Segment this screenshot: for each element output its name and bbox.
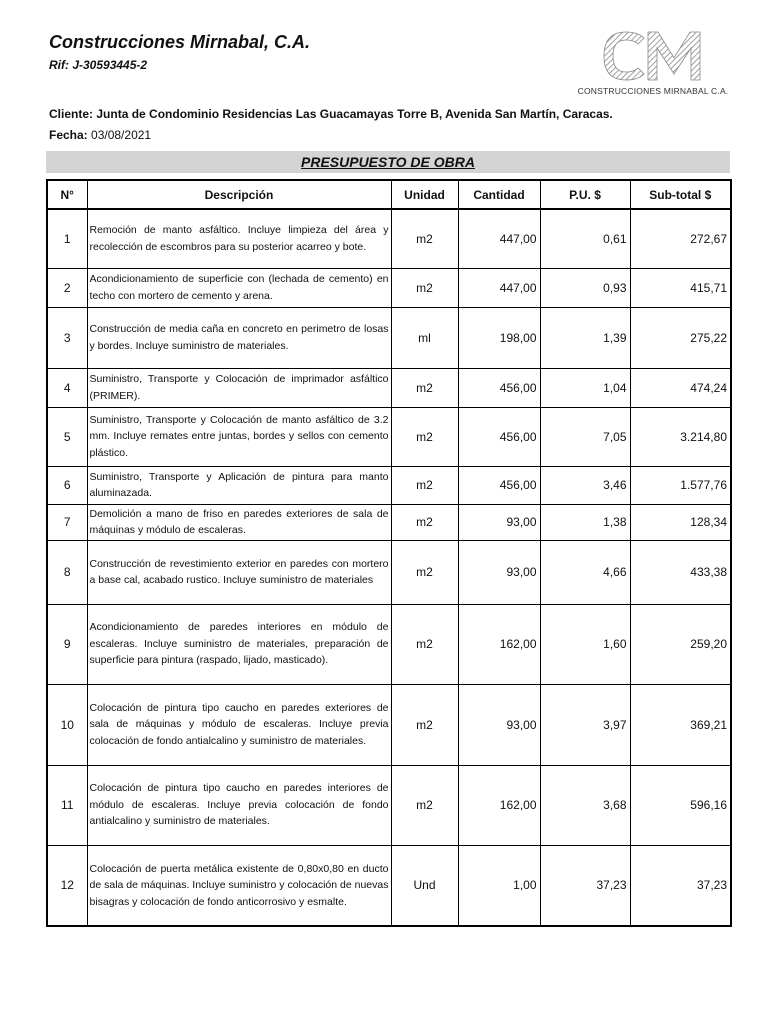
row-unit: m2 — [391, 504, 458, 540]
table-row — [47, 765, 731, 845]
row-unit-price: 3,46 — [540, 466, 630, 504]
table-row — [47, 209, 731, 268]
row-unit-price: 1,04 — [540, 368, 630, 407]
row-subtotal: 369,21 — [630, 684, 731, 765]
row-description: Remoción de manto asfáltico. Incluye limpieza del área y recolección de escombros para su posterior acarreo y bote. — [87, 209, 391, 268]
row-description: Construcción de media caña en concreto en perimetro de losas y bordes. Incluye suministro de materiales. — [87, 307, 391, 368]
row-description: Demolición a mano de friso en paredes exteriores de sala de máquinas y módulo de escaleras. — [87, 504, 391, 540]
row-unit-price: 7,05 — [540, 407, 630, 466]
row-quantity: 456,00 — [458, 466, 540, 504]
row-subtotal: 275,22 — [630, 307, 731, 368]
row-number: 11 — [47, 765, 87, 845]
row-description: Colocación de pintura tipo caucho en paredes interiores de módulo de escaleras. Incluye previa colocación de fondo antialcalino y suministro de materiales. — [87, 765, 391, 845]
row-subtotal: 3.214,80 — [630, 407, 731, 466]
row-quantity: 456,00 — [458, 368, 540, 407]
row-unit: m2 — [391, 407, 458, 466]
logo-company-text: CONSTRUCCIONES MIRNABAL C.A. — [577, 86, 729, 96]
row-description: Suministro, Transporte y Colocación de imprimador asfáltico (PRIMER). — [87, 368, 391, 407]
col-header-unit-price: P.U. $ — [540, 180, 630, 209]
col-header-description: Descripción — [87, 180, 391, 209]
row-number: 4 — [47, 368, 87, 407]
row-unit: m2 — [391, 540, 458, 604]
row-quantity: 447,00 — [458, 268, 540, 307]
row-number: 8 — [47, 540, 87, 604]
row-number: 5 — [47, 407, 87, 466]
row-number: 7 — [47, 504, 87, 540]
row-subtotal: 128,34 — [630, 504, 731, 540]
row-description: Acondicionamiento de superficie con (lechada de cemento) en techo con mortero de cemento y arena. — [87, 268, 391, 307]
date-line — [49, 128, 151, 142]
date-label: Fecha: — [49, 128, 88, 142]
row-number: 9 — [47, 604, 87, 684]
row-unit-price: 3,68 — [540, 765, 630, 845]
row-number: 2 — [47, 268, 87, 307]
row-quantity: 93,00 — [458, 684, 540, 765]
row-number: 6 — [47, 466, 87, 504]
row-unit: m2 — [391, 466, 458, 504]
table-row — [47, 368, 731, 407]
row-unit-price: 1,38 — [540, 504, 630, 540]
table-row — [47, 307, 731, 368]
row-unit: Und — [391, 845, 458, 926]
row-unit-price: 0,93 — [540, 268, 630, 307]
row-subtotal: 433,38 — [630, 540, 731, 604]
table-row — [47, 604, 731, 684]
table-row — [47, 845, 731, 926]
row-quantity: 93,00 — [458, 504, 540, 540]
row-number: 1 — [47, 209, 87, 268]
company-logo — [572, 28, 734, 108]
row-quantity: 162,00 — [458, 604, 540, 684]
client-label: Cliente: — [49, 107, 94, 121]
row-quantity: 456,00 — [458, 407, 540, 466]
row-subtotal: 37,23 — [630, 845, 731, 926]
row-description: Colocación de puerta metálica existente de 0,80x0,80 en ducto de sala de máquinas. Incluye suministro y colocación de nuevas bisagras y colocación de fondo anticorrosivo y esmalte. — [87, 845, 391, 926]
client-value: Junta de Condominio Residencias Las Guacamayas Torre B, Avenida San Martín, Caracas. — [96, 107, 613, 121]
row-unit: m2 — [391, 209, 458, 268]
row-description: Suministro, Transporte y Aplicación de pintura para manto aluminazada. — [87, 466, 391, 504]
row-quantity: 93,00 — [458, 540, 540, 604]
table-row — [47, 504, 731, 540]
row-unit: m2 — [391, 604, 458, 684]
row-subtotal: 272,67 — [630, 209, 731, 268]
row-unit: m2 — [391, 765, 458, 845]
row-unit: m2 — [391, 684, 458, 765]
row-description: Suministro, Transporte y Colocación de manto asfáltico de 3.2 mm. Incluye remates entre juntas, bordes y sellos con cemento plástico. — [87, 407, 391, 466]
company-rif: Rif: J-30593445-2 — [49, 58, 148, 72]
row-unit-price: 4,66 — [540, 540, 630, 604]
client-line — [49, 107, 613, 121]
row-quantity: 162,00 — [458, 765, 540, 845]
col-header-number: N° — [47, 180, 87, 209]
row-unit-price: 0,61 — [540, 209, 630, 268]
row-description: Colocación de pintura tipo caucho en paredes exteriores de sala de máquinas y módulo de escaleras. Incluye previa colocación de fondo antialcalino y suministro de materiales. — [87, 684, 391, 765]
cm-logo-icon — [598, 28, 708, 84]
row-subtotal: 596,16 — [630, 765, 731, 845]
row-unit: m2 — [391, 368, 458, 407]
row-number: 10 — [47, 684, 87, 765]
col-header-quantity: Cantidad — [458, 180, 540, 209]
row-description: Construcción de revestimiento exterior en paredes con mortero a base cal, acabado rustico. Incluye suministro de materiales — [87, 540, 391, 604]
col-header-unit: Unidad — [391, 180, 458, 209]
table-row — [47, 268, 731, 307]
row-unit-price: 1,39 — [540, 307, 630, 368]
budget-title-banner: PRESUPUESTO DE OBRA — [46, 151, 730, 173]
row-unit: m2 — [391, 268, 458, 307]
company-name: Construcciones Mirnabal, C.A. — [49, 32, 311, 52]
row-unit: ml — [391, 307, 458, 368]
table-header-row — [47, 180, 731, 209]
row-number: 12 — [47, 845, 87, 926]
row-number: 3 — [47, 307, 87, 368]
row-subtotal: 1.577,76 — [630, 466, 731, 504]
table-row — [47, 466, 731, 504]
row-subtotal: 474,24 — [630, 368, 731, 407]
row-unit-price: 3,97 — [540, 684, 630, 765]
table-row — [47, 684, 731, 765]
col-header-subtotal: Sub-total $ — [630, 180, 731, 209]
date-value: 03/08/2021 — [91, 128, 152, 142]
row-quantity: 447,00 — [458, 209, 540, 268]
budget-table — [46, 179, 732, 927]
row-subtotal: 259,20 — [630, 604, 731, 684]
row-quantity: 1,00 — [458, 845, 540, 926]
row-subtotal: 415,71 — [630, 268, 731, 307]
table-row — [47, 540, 731, 604]
row-quantity: 198,00 — [458, 307, 540, 368]
row-unit-price: 1,60 — [540, 604, 630, 684]
row-description: Acondicionamiento de paredes interiores en módulo de escaleras. Incluye suministro de materiales, preparación de superficie para pintura (raspado, lijado, masticado). — [87, 604, 391, 684]
table-row — [47, 407, 731, 466]
row-unit-price: 37,23 — [540, 845, 630, 926]
